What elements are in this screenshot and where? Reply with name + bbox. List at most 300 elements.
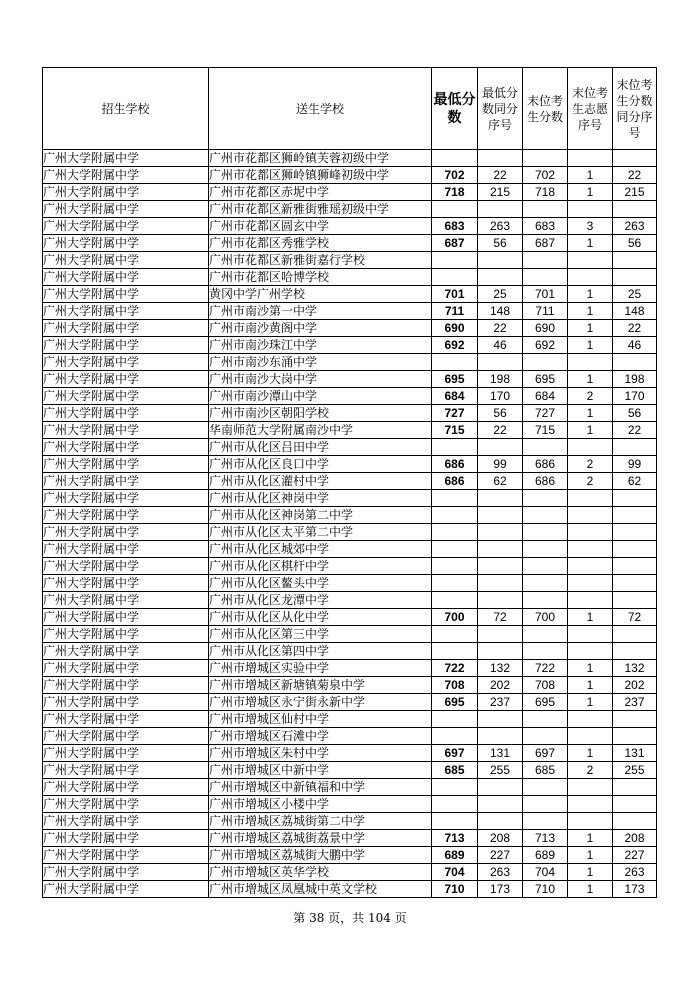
last-wish-cell <box>568 150 613 167</box>
recruit-school-cell: 广州大学附属中学 <box>43 252 209 269</box>
min-score-cell: 702 <box>432 167 478 184</box>
table-row <box>43 167 657 184</box>
table-row <box>43 286 657 303</box>
min-score-rank-cell <box>478 643 523 660</box>
last-wish-cell: 1 <box>568 235 613 252</box>
sender-school-cell: 广州市南沙珠江中学 <box>209 337 432 354</box>
last-score-cell: 695 <box>523 371 568 388</box>
last-score-cell <box>523 541 568 558</box>
min-score-rank-cell <box>478 626 523 643</box>
min-score-cell: 684 <box>432 388 478 405</box>
table-row <box>43 575 657 592</box>
last-score-rank-cell <box>613 524 657 541</box>
header-row <box>43 68 657 150</box>
last-wish-cell <box>568 507 613 524</box>
last-score-rank-cell: 237 <box>613 694 657 711</box>
last-score-cell <box>523 269 568 286</box>
min-score-cell <box>432 252 478 269</box>
min-score-rank-cell: 99 <box>478 456 523 473</box>
sender-school-cell: 广州市南沙第一中学 <box>209 303 432 320</box>
sender-school-cell: 华南师范大学附属南沙中学 <box>209 422 432 439</box>
sender-school-cell: 广州市从化区第三中学 <box>209 626 432 643</box>
min-score-rank-cell: 170 <box>478 388 523 405</box>
last-score-cell: 710 <box>523 881 568 898</box>
last-wish-cell <box>568 796 613 813</box>
last-score-rank-cell: 56 <box>613 405 657 422</box>
recruit-school-cell: 广州大学附属中学 <box>43 813 209 830</box>
last-score-cell <box>523 575 568 592</box>
sender-school-cell: 广州市增城区朱村中学 <box>209 745 432 762</box>
recruit-school-cell: 广州大学附属中学 <box>43 575 209 592</box>
min-score-cell: 700 <box>432 609 478 626</box>
min-score-rank-cell: 263 <box>478 864 523 881</box>
min-score-rank-cell <box>478 796 523 813</box>
table-row <box>43 881 657 898</box>
last-score-rank-cell: 198 <box>613 371 657 388</box>
min-score-rank-cell: 46 <box>478 337 523 354</box>
last-wish-cell <box>568 711 613 728</box>
last-score-cell: 704 <box>523 864 568 881</box>
last-score-rank-cell <box>613 507 657 524</box>
sender-school-cell: 广州市增城区新塘镇菊泉中学 <box>209 677 432 694</box>
sender-school-cell: 广州市南沙区朝阳学校 <box>209 405 432 422</box>
last-score-cell <box>523 728 568 745</box>
table-row <box>43 439 657 456</box>
min-score-rank-cell: 56 <box>478 405 523 422</box>
last-score-rank-cell: 208 <box>613 830 657 847</box>
last-score-cell <box>523 626 568 643</box>
recruit-school-cell: 广州大学附属中学 <box>43 745 209 762</box>
header-last-wish: 末位考生志愿序号 <box>568 68 613 150</box>
last-wish-cell: 3 <box>568 218 613 235</box>
sender-school-cell: 广州市从化区神岗第二中学 <box>209 507 432 524</box>
min-score-cell <box>432 558 478 575</box>
table-row <box>43 762 657 779</box>
table-row <box>43 711 657 728</box>
sender-school-cell: 广州市增城区英华学校 <box>209 864 432 881</box>
last-wish-cell: 1 <box>568 830 613 847</box>
recruit-school-cell: 广州大学附属中学 <box>43 456 209 473</box>
sender-school-cell: 广州市从化区棋杆中学 <box>209 558 432 575</box>
last-score-cell <box>523 711 568 728</box>
last-score-cell: 689 <box>523 847 568 864</box>
recruit-school-cell: 广州大学附属中学 <box>43 303 209 320</box>
last-score-cell: 692 <box>523 337 568 354</box>
last-wish-cell: 1 <box>568 677 613 694</box>
sender-school-cell: 广州市花都区赤坭中学 <box>209 184 432 201</box>
last-wish-cell: 2 <box>568 388 613 405</box>
last-score-rank-cell: 22 <box>613 167 657 184</box>
last-wish-cell: 1 <box>568 745 613 762</box>
recruit-school-cell: 广州大学附属中学 <box>43 643 209 660</box>
last-score-rank-cell: 227 <box>613 847 657 864</box>
page-footer: 第 38 页，共 104 页 <box>293 911 407 925</box>
min-score-rank-cell <box>478 252 523 269</box>
table-row <box>43 643 657 660</box>
last-score-rank-cell: 25 <box>613 286 657 303</box>
min-score-cell <box>432 490 478 507</box>
header-min-score: 最低分数 <box>432 68 478 150</box>
min-score-rank-cell <box>478 592 523 609</box>
recruit-school-cell: 广州大学附属中学 <box>43 269 209 286</box>
last-wish-cell: 1 <box>568 405 613 422</box>
last-wish-cell <box>568 779 613 796</box>
sender-school-cell: 广州市花都区秀雅学校 <box>209 235 432 252</box>
sender-school-cell: 广州市南沙潭山中学 <box>209 388 432 405</box>
recruit-school-cell: 广州大学附属中学 <box>43 881 209 898</box>
last-score-cell <box>523 524 568 541</box>
min-score-cell: 718 <box>432 184 478 201</box>
recruit-school-cell: 广州大学附属中学 <box>43 320 209 337</box>
sender-school-cell: 广州市从化区从化中学 <box>209 609 432 626</box>
last-score-rank-cell: 62 <box>613 473 657 490</box>
min-score-cell <box>432 150 478 167</box>
recruit-school-cell: 广州大学附属中学 <box>43 218 209 235</box>
min-score-rank-cell <box>478 439 523 456</box>
last-score-rank-cell: 255 <box>613 762 657 779</box>
last-score-rank-cell <box>613 354 657 371</box>
min-score-rank-cell: 22 <box>478 320 523 337</box>
last-score-cell <box>523 558 568 575</box>
last-score-cell <box>523 592 568 609</box>
min-score-rank-cell <box>478 201 523 218</box>
min-score-cell: 713 <box>432 830 478 847</box>
min-score-cell: 715 <box>432 422 478 439</box>
last-score-rank-cell <box>613 813 657 830</box>
table-row <box>43 609 657 626</box>
admission-table <box>42 67 657 898</box>
min-score-rank-cell: 237 <box>478 694 523 711</box>
min-score-cell: 689 <box>432 847 478 864</box>
min-score-cell: 697 <box>432 745 478 762</box>
table-row <box>43 626 657 643</box>
min-score-cell <box>432 592 478 609</box>
table-row <box>43 660 657 677</box>
last-score-rank-cell <box>613 643 657 660</box>
last-score-cell <box>523 643 568 660</box>
table-row <box>43 694 657 711</box>
last-score-cell: 695 <box>523 694 568 711</box>
min-score-rank-cell: 263 <box>478 218 523 235</box>
last-wish-cell <box>568 592 613 609</box>
table-row <box>43 218 657 235</box>
last-wish-cell: 1 <box>568 847 613 864</box>
min-score-cell <box>432 796 478 813</box>
min-score-cell <box>432 354 478 371</box>
last-wish-cell: 1 <box>568 881 613 898</box>
table-row <box>43 745 657 762</box>
header-last-score: 末位考生分数 <box>523 68 568 150</box>
last-wish-cell: 1 <box>568 660 613 677</box>
table-row <box>43 150 657 167</box>
recruit-school-cell: 广州大学附属中学 <box>43 524 209 541</box>
sender-school-cell: 广州市增城区荔城街荔景中学 <box>209 830 432 847</box>
min-score-cell: 690 <box>432 320 478 337</box>
table-row <box>43 847 657 864</box>
min-score-cell: 722 <box>432 660 478 677</box>
last-score-cell: 684 <box>523 388 568 405</box>
recruit-school-cell: 广州大学附属中学 <box>43 184 209 201</box>
recruit-school-cell: 广州大学附属中学 <box>43 235 209 252</box>
last-wish-cell <box>568 541 613 558</box>
last-wish-cell <box>568 626 613 643</box>
min-score-rank-cell <box>478 779 523 796</box>
recruit-school-cell: 广州大学附属中学 <box>43 201 209 218</box>
recruit-school-cell: 广州大学附属中学 <box>43 388 209 405</box>
sender-school-cell: 广州市从化区神岗中学 <box>209 490 432 507</box>
last-wish-cell: 1 <box>568 864 613 881</box>
min-score-rank-cell: 22 <box>478 422 523 439</box>
last-score-cell: 715 <box>523 422 568 439</box>
min-score-rank-cell <box>478 813 523 830</box>
min-score-cell <box>432 813 478 830</box>
min-score-rank-cell: 131 <box>478 745 523 762</box>
recruit-school-cell: 广州大学附属中学 <box>43 847 209 864</box>
table-row <box>43 830 657 847</box>
last-wish-cell: 1 <box>568 371 613 388</box>
last-score-cell <box>523 779 568 796</box>
last-score-cell: 722 <box>523 660 568 677</box>
recruit-school-cell: 广州大学附属中学 <box>43 626 209 643</box>
min-score-cell <box>432 541 478 558</box>
last-score-cell: 700 <box>523 609 568 626</box>
sender-school-cell: 广州市增城区实验中学 <box>209 660 432 677</box>
last-wish-cell <box>568 354 613 371</box>
table-row <box>43 677 657 694</box>
table-row <box>43 456 657 473</box>
last-score-cell: 708 <box>523 677 568 694</box>
last-score-rank-cell: 22 <box>613 422 657 439</box>
last-wish-cell: 2 <box>568 762 613 779</box>
recruit-school-cell: 广州大学附属中学 <box>43 864 209 881</box>
last-score-cell <box>523 490 568 507</box>
min-score-rank-cell <box>478 524 523 541</box>
last-wish-cell: 1 <box>568 694 613 711</box>
min-score-rank-cell <box>478 728 523 745</box>
table-row <box>43 354 657 371</box>
last-score-rank-cell <box>613 439 657 456</box>
min-score-rank-cell: 25 <box>478 286 523 303</box>
last-wish-cell: 1 <box>568 303 613 320</box>
min-score-cell <box>432 439 478 456</box>
recruit-school-cell: 广州大学附属中学 <box>43 728 209 745</box>
header-min-score-rank: 最低分数同分序号 <box>478 68 523 150</box>
last-score-rank-cell: 46 <box>613 337 657 354</box>
last-score-rank-cell: 148 <box>613 303 657 320</box>
recruit-school-cell: 广州大学附属中学 <box>43 507 209 524</box>
min-score-cell: 727 <box>432 405 478 422</box>
last-score-cell: 690 <box>523 320 568 337</box>
sender-school-cell: 广州市从化区第四中学 <box>209 643 432 660</box>
min-score-cell: 695 <box>432 694 478 711</box>
last-score-rank-cell: 173 <box>613 881 657 898</box>
table-row <box>43 490 657 507</box>
min-score-cell: 683 <box>432 218 478 235</box>
last-score-rank-cell: 170 <box>613 388 657 405</box>
recruit-school-cell: 广州大学附属中学 <box>43 473 209 490</box>
table-row <box>43 507 657 524</box>
min-score-rank-cell <box>478 269 523 286</box>
table-row <box>43 422 657 439</box>
min-score-rank-cell: 148 <box>478 303 523 320</box>
table-row <box>43 201 657 218</box>
min-score-rank-cell <box>478 541 523 558</box>
sender-school-cell: 广州市从化区吕田中学 <box>209 439 432 456</box>
sender-school-cell: 广州市南沙东涌中学 <box>209 354 432 371</box>
last-score-rank-cell <box>613 150 657 167</box>
sender-school-cell: 广州市增城区石滩中学 <box>209 728 432 745</box>
header-recruit-school: 招生学校 <box>43 68 209 150</box>
last-wish-cell <box>568 524 613 541</box>
last-score-rank-cell: 99 <box>613 456 657 473</box>
last-score-rank-cell: 132 <box>613 660 657 677</box>
table-row <box>43 269 657 286</box>
min-score-rank-cell: 215 <box>478 184 523 201</box>
last-wish-cell <box>568 439 613 456</box>
recruit-school-cell: 广州大学附属中学 <box>43 762 209 779</box>
min-score-cell: 687 <box>432 235 478 252</box>
last-score-cell: 687 <box>523 235 568 252</box>
recruit-school-cell: 广州大学附属中学 <box>43 150 209 167</box>
min-score-cell: 695 <box>432 371 478 388</box>
table-row <box>43 388 657 405</box>
recruit-school-cell: 广州大学附属中学 <box>43 405 209 422</box>
recruit-school-cell: 广州大学附属中学 <box>43 677 209 694</box>
recruit-school-cell: 广州大学附属中学 <box>43 660 209 677</box>
recruit-school-cell: 广州大学附属中学 <box>43 711 209 728</box>
min-score-cell: 708 <box>432 677 478 694</box>
min-score-cell: 686 <box>432 456 478 473</box>
min-score-rank-cell: 173 <box>478 881 523 898</box>
last-wish-cell: 2 <box>568 473 613 490</box>
header-last-score-rank: 末位考生分数同分序号 <box>613 68 657 150</box>
last-score-rank-cell <box>613 779 657 796</box>
min-score-rank-cell: 227 <box>478 847 523 864</box>
last-score-cell <box>523 507 568 524</box>
last-wish-cell <box>568 201 613 218</box>
last-score-cell <box>523 813 568 830</box>
last-score-cell <box>523 150 568 167</box>
sender-school-cell: 广州市花都区哈博学校 <box>209 269 432 286</box>
last-wish-cell <box>568 643 613 660</box>
last-score-rank-cell: 56 <box>613 235 657 252</box>
min-score-rank-cell: 56 <box>478 235 523 252</box>
min-score-rank-cell: 132 <box>478 660 523 677</box>
sender-school-cell: 广州市从化区鳌头中学 <box>209 575 432 592</box>
last-score-rank-cell <box>613 575 657 592</box>
last-score-cell: 686 <box>523 473 568 490</box>
table-row <box>43 235 657 252</box>
last-wish-cell <box>568 813 613 830</box>
last-score-rank-cell: 215 <box>613 184 657 201</box>
last-score-cell <box>523 796 568 813</box>
header-sender-school: 送生学校 <box>209 68 432 150</box>
min-score-cell <box>432 507 478 524</box>
last-score-cell: 718 <box>523 184 568 201</box>
last-score-rank-cell <box>613 252 657 269</box>
recruit-school-cell: 广州大学附属中学 <box>43 337 209 354</box>
table-row <box>43 337 657 354</box>
table-row <box>43 252 657 269</box>
min-score-cell: 711 <box>432 303 478 320</box>
last-score-cell: 697 <box>523 745 568 762</box>
recruit-school-cell: 广州大学附属中学 <box>43 371 209 388</box>
sender-school-cell: 广州市增城区仙村中学 <box>209 711 432 728</box>
sender-school-cell: 广州市从化区太平第二中学 <box>209 524 432 541</box>
min-score-cell: 704 <box>432 864 478 881</box>
table-row <box>43 728 657 745</box>
last-score-cell: 683 <box>523 218 568 235</box>
last-score-cell: 686 <box>523 456 568 473</box>
recruit-school-cell: 广州大学附属中学 <box>43 541 209 558</box>
sender-school-cell: 广州市从化区城郊中学 <box>209 541 432 558</box>
min-score-cell: 686 <box>432 473 478 490</box>
min-score-cell <box>432 711 478 728</box>
min-score-cell <box>432 626 478 643</box>
last-score-rank-cell <box>613 592 657 609</box>
sender-school-cell: 广州市增城区荔城街第二中学 <box>209 813 432 830</box>
table-row <box>43 473 657 490</box>
last-wish-cell: 1 <box>568 609 613 626</box>
sender-school-cell: 广州市增城区永宁街永新中学 <box>209 694 432 711</box>
recruit-school-cell: 广州大学附属中学 <box>43 422 209 439</box>
min-score-cell <box>432 269 478 286</box>
recruit-school-cell: 广州大学附属中学 <box>43 609 209 626</box>
sender-school-cell: 广州市花都区圆玄中学 <box>209 218 432 235</box>
last-score-cell: 702 <box>523 167 568 184</box>
min-score-cell: 701 <box>432 286 478 303</box>
last-wish-cell <box>568 575 613 592</box>
min-score-cell <box>432 524 478 541</box>
last-score-cell: 713 <box>523 830 568 847</box>
last-score-rank-cell <box>613 558 657 575</box>
min-score-cell: 692 <box>432 337 478 354</box>
sender-school-cell: 广州市增城区小楼中学 <box>209 796 432 813</box>
recruit-school-cell: 广州大学附属中学 <box>43 167 209 184</box>
table-row <box>43 796 657 813</box>
recruit-school-cell: 广州大学附属中学 <box>43 558 209 575</box>
min-score-rank-cell: 208 <box>478 830 523 847</box>
table-row <box>43 541 657 558</box>
last-wish-cell <box>568 269 613 286</box>
min-score-cell: 710 <box>432 881 478 898</box>
min-score-rank-cell <box>478 558 523 575</box>
sender-school-cell: 广州市花都区新雅街嘉行学校 <box>209 252 432 269</box>
table-row <box>43 320 657 337</box>
last-score-cell: 727 <box>523 405 568 422</box>
sender-school-cell: 广州市南沙黄阁中学 <box>209 320 432 337</box>
sender-school-cell: 广州市增城区中新中学 <box>209 762 432 779</box>
recruit-school-cell: 广州大学附属中学 <box>43 694 209 711</box>
last-score-cell <box>523 252 568 269</box>
last-score-rank-cell <box>613 796 657 813</box>
sender-school-cell: 广州市南沙大岗中学 <box>209 371 432 388</box>
last-score-rank-cell: 131 <box>613 745 657 762</box>
last-wish-cell <box>568 728 613 745</box>
last-wish-cell: 1 <box>568 167 613 184</box>
table-row <box>43 558 657 575</box>
sender-school-cell: 广州市从化区良口中学 <box>209 456 432 473</box>
last-score-rank-cell: 22 <box>613 320 657 337</box>
last-wish-cell: 1 <box>568 337 613 354</box>
min-score-rank-cell: 62 <box>478 473 523 490</box>
recruit-school-cell: 广州大学附属中学 <box>43 286 209 303</box>
min-score-cell <box>432 728 478 745</box>
last-wish-cell: 1 <box>568 286 613 303</box>
last-wish-cell: 1 <box>568 320 613 337</box>
min-score-cell <box>432 201 478 218</box>
min-score-rank-cell <box>478 711 523 728</box>
